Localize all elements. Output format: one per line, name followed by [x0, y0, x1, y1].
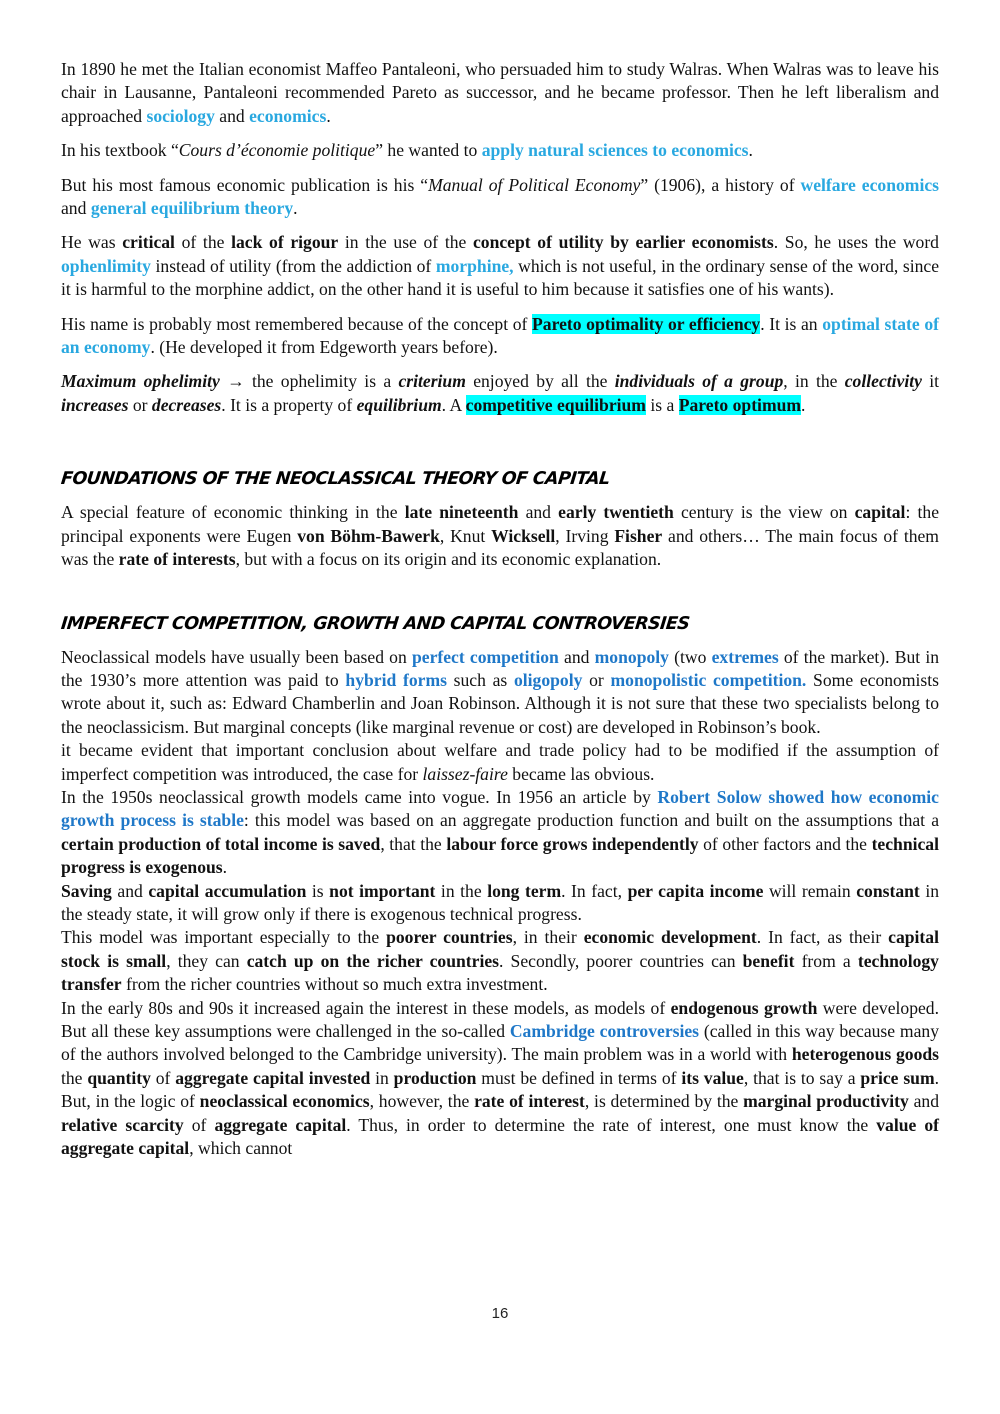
paragraph-manual: But his most famous economic publication is his “Manual of Political Economy” (1906), a history of welfare economics and general equilibrium theory.	[61, 174, 939, 219]
link-sociology: sociology	[146, 105, 215, 126]
highlight-competitive-equilibrium: competitive equilibrium	[465, 394, 646, 415]
paragraph-textbook: In his textbook “Cours d’économie politique” he wanted to apply natural sciences to economics.	[61, 140, 753, 161]
page-body	[61, 58, 939, 1160]
paragraph-ophelimity: He was critical of the lack of rigour in the use of the concept of utility by earlier economists. So, he uses the word ophenlimity instead of utility (from the addiction of morphine, which is not useful, in the ordinary sense of the word, since it is harmful to the morphine addict, on the other hand it is useful to him because it satisfies one of his wants).	[61, 232, 940, 300]
paragraph-pareto-optimality: His name is probably most remembered because of the concept of Pareto optimality or efficiency. It is an optimal state of an economy. (He developed it from Edgeworth years before).	[61, 313, 939, 358]
highlight-pareto-optimality: Pareto optimality or efficiency	[532, 313, 761, 334]
paragraph-maximum-ophelimity: Maximum ophelimity → the ophelimity is a criterium enjoyed by all the individuals of a group, in the collectivity it increases or decreases. It is a property of equilibrium. A competitive equilibrium is a Pareto optimum.	[61, 371, 939, 415]
paragraph-solow: In the 1950s neoclassical growth models came into vogue. In 1956 an article by Robert Solow showed how economic growth process is stable: this model was based on an aggregate production function and built on the assumptions that a certain production of total income is saved, that the labour force grows independently of other factors and the technical progress is exogenous.	[61, 786, 939, 878]
page-number: 16	[491, 1305, 509, 1322]
paragraph-imperfect-competition: Neoclassical models have usually been based on perfect competition and monopoly (two extremes of the market). But in the 1930’s more attention was paid to hybrid forms such as oligopoly or monopolistic competition. Some economists wrote about it, such as: Edward Chamberlin and Joan Robinson. Although it is not sure that these two specialists belong to the neoclassicism. But marginal concepts (like marginal revenue or cost) are developed in Robinson’s book.	[61, 646, 940, 737]
link-economics: economics	[249, 105, 327, 126]
section-heading-neoclassical-capital: FOUNDATIONS OF THE NEOCLASSICAL THEORY OF CAPITAL	[59, 469, 611, 490]
paragraph-capital: A special feature of economic thinking in the late nineteenth and early twentieth century is the view on capital: the principal exponents were Eugen von Böhm-Bawerk, Knut Wicksell, Irving Fisher and others… The main focus of them was the rate of interests, but with a focus on its origin and its economic explanation.	[61, 502, 940, 570]
paragraph-cambridge: In the early 80s and 90s it increased again the interest in these models, as models of endogenous growth were developed. But all these key assumptions were challenged in the so-called Cambridge controversies (called in this way because many of the authors involved belonged to the Cambridge university). The main problem was in a world with heterogenous goods the quantity of aggregate capital invested in production must be defined in terms of its value, that is to say a price sum. But, in the logic of neoclassical economics, however, the rate of interest, is determined by the marginal productivity and relative scarcity of aggregate capital. Thus, in order to determine the rate of interest, one must know the value of aggregate capital, which cannot	[61, 997, 940, 1159]
paragraph-laissez-faire: it became evident that important conclusion about welfare and trade policy had to be modified if the assumption of imperfect competition was introduced, the case for laissez-faire became las obvious.	[61, 740, 939, 784]
paragraph-poorer-countries: This model was important especially to the poorer countries, in their economic development. In fact, as their capital stock is small, they can catch up on the richer countries. Secondly, poorer countries can benefit from a technology transfer from the richer countries without so much extra investment.	[61, 927, 939, 995]
paragraph-saving: Saving and capital accumulation is not important in the long term. In fact, per capita income will remain constant in the steady state, it will grow only if there is exogenous technical progress.	[61, 880, 940, 924]
highlight-pareto-optimum: Pareto optimum	[678, 394, 802, 415]
paragraph-pantaleoni: In 1890 he met the Italian economist Maffeo Pantaleoni, who persuaded him to study Walras. When Walras was to leave his chair in Lausanne, Pantaleoni recommended Pareto as successor, and he became professor. Then he left liberalism and approached sociology and economics.	[61, 59, 939, 126]
section-heading-imperfect-competition: IMPERFECT COMPETITION, GROWTH AND CAPITAL CONTROVERSIES	[59, 613, 691, 634]
